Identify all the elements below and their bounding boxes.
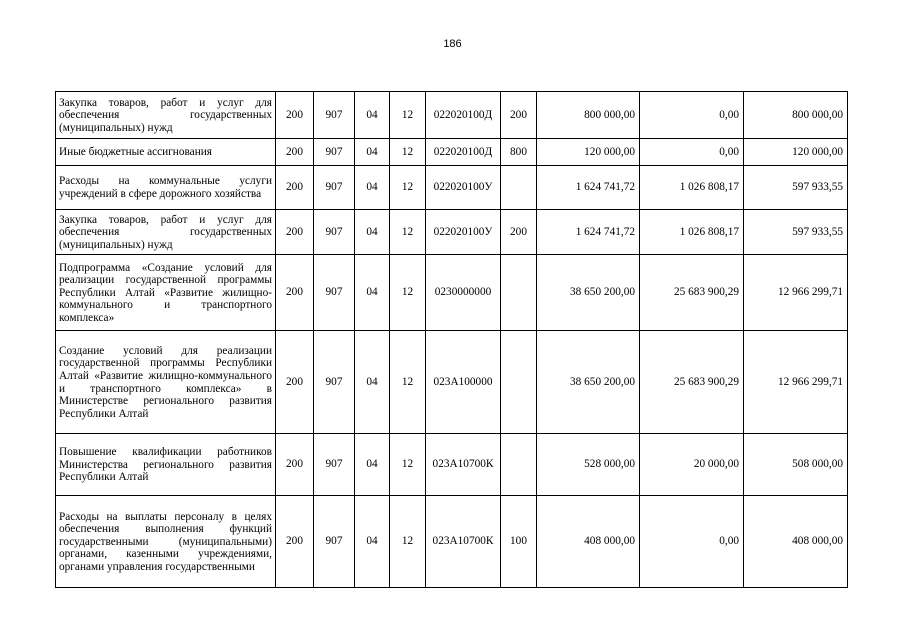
row-gr: 200 [276,166,314,210]
row-target-code: 023А10700К [426,496,501,588]
row-sum-executed: 0,00 [640,92,744,139]
row-pr: 12 [390,331,426,434]
row-sum-executed: 0,00 [640,139,744,166]
table-row [56,139,848,166]
row-sum-plan: 120 000,00 [537,139,640,166]
row-gr: 200 [276,496,314,588]
row-expense-type: 200 [501,210,537,255]
row-target-code: 022020100У [426,166,501,210]
row-gr: 200 [276,255,314,331]
row-sum-plan: 408 000,00 [537,496,640,588]
row-ved: 907 [314,166,355,210]
row-target-code: 022020100У [426,210,501,255]
row-expense-type [501,255,537,331]
row-rz: 04 [355,434,390,496]
row-rz: 04 [355,210,390,255]
row-sum-plan: 528 000,00 [537,434,640,496]
row-sum-plan: 800 000,00 [537,92,640,139]
table-row [56,434,848,496]
row-ved: 907 [314,210,355,255]
row-sum-executed: 0,00 [640,496,744,588]
row-rz: 04 [355,92,390,139]
row-sum-remaining: 408 000,00 [744,496,848,588]
row-sum-executed: 1 026 808,17 [640,166,744,210]
row-sum-remaining: 800 000,00 [744,92,848,139]
row-pr: 12 [390,496,426,588]
row-sum-remaining: 12 966 299,71 [744,255,848,331]
row-gr: 200 [276,92,314,139]
row-ved: 907 [314,139,355,166]
table-row [56,331,848,434]
row-sum-executed: 25 683 900,29 [640,331,744,434]
row-description: Закупка товаров, работ и услуг для обеспечения государственных (муниципальных) нужд [56,210,276,255]
row-rz: 04 [355,496,390,588]
row-target-code: 023А100000 [426,331,501,434]
row-sum-plan: 1 624 741,72 [537,166,640,210]
row-pr: 12 [390,210,426,255]
table-body [56,92,848,588]
table-row [56,92,848,139]
row-sum-plan: 38 650 200,00 [537,331,640,434]
row-description: Подпрограмма «Создание условий для реализации государственной программы Республики Алтай «Развитие жилищно-коммунального и транспортного комплекса» [56,255,276,331]
row-ved: 907 [314,255,355,331]
row-sum-remaining: 508 000,00 [744,434,848,496]
row-expense-type: 100 [501,496,537,588]
row-description: Расходы на выплаты персоналу в целях обеспечения выполнения функций государственными (муниципальными) органами, казенными учреждениями, органами управления государственными [56,496,276,588]
row-ved: 907 [314,92,355,139]
row-ved: 907 [314,496,355,588]
row-gr: 200 [276,434,314,496]
row-sum-remaining: 120 000,00 [744,139,848,166]
table-row [56,496,848,588]
row-description: Создание условий для реализации государственной программы Республики Алтай «Развитие жилищно-коммунального и транспортного комплекса» в Министерстве регионального развития Республики Алтай [56,331,276,434]
row-target-code: 0230000000 [426,255,501,331]
row-ved: 907 [314,331,355,434]
row-sum-plan: 38 650 200,00 [537,255,640,331]
page-number: 186 [443,38,462,50]
row-sum-remaining: 597 933,55 [744,210,848,255]
row-target-code: 022020100Д [426,139,501,166]
row-description: Иные бюджетные ассигнования [56,139,276,166]
row-pr: 12 [390,255,426,331]
row-description: Расходы на коммунальные услуги учреждений в сфере дорожного хозяйства [56,166,276,210]
row-sum-executed: 1 026 808,17 [640,210,744,255]
row-target-code: 022020100Д [426,92,501,139]
row-sum-executed: 20 000,00 [640,434,744,496]
row-expense-type [501,331,537,434]
row-rz: 04 [355,139,390,166]
row-sum-plan: 1 624 741,72 [537,210,640,255]
budget-table [55,91,848,588]
row-rz: 04 [355,166,390,210]
row-expense-type: 800 [501,139,537,166]
row-target-code: 023А10700К [426,434,501,496]
row-expense-type [501,166,537,210]
row-sum-remaining: 12 966 299,71 [744,331,848,434]
table-row [56,210,848,255]
row-sum-remaining: 597 933,55 [744,166,848,210]
row-rz: 04 [355,331,390,434]
row-expense-type [501,434,537,496]
row-description: Повышение квалификации работников Министерства регионального развития Республики Алтай [56,434,276,496]
row-expense-type: 200 [501,92,537,139]
row-gr: 200 [276,139,314,166]
row-pr: 12 [390,434,426,496]
table-row [56,166,848,210]
row-pr: 12 [390,139,426,166]
row-gr: 200 [276,210,314,255]
row-gr: 200 [276,331,314,434]
row-pr: 12 [390,92,426,139]
row-description: Закупка товаров, работ и услуг для обеспечения государственных (муниципальных) нужд [56,92,276,139]
row-rz: 04 [355,255,390,331]
row-ved: 907 [314,434,355,496]
table-row [56,255,848,331]
row-sum-executed: 25 683 900,29 [640,255,744,331]
row-pr: 12 [390,166,426,210]
